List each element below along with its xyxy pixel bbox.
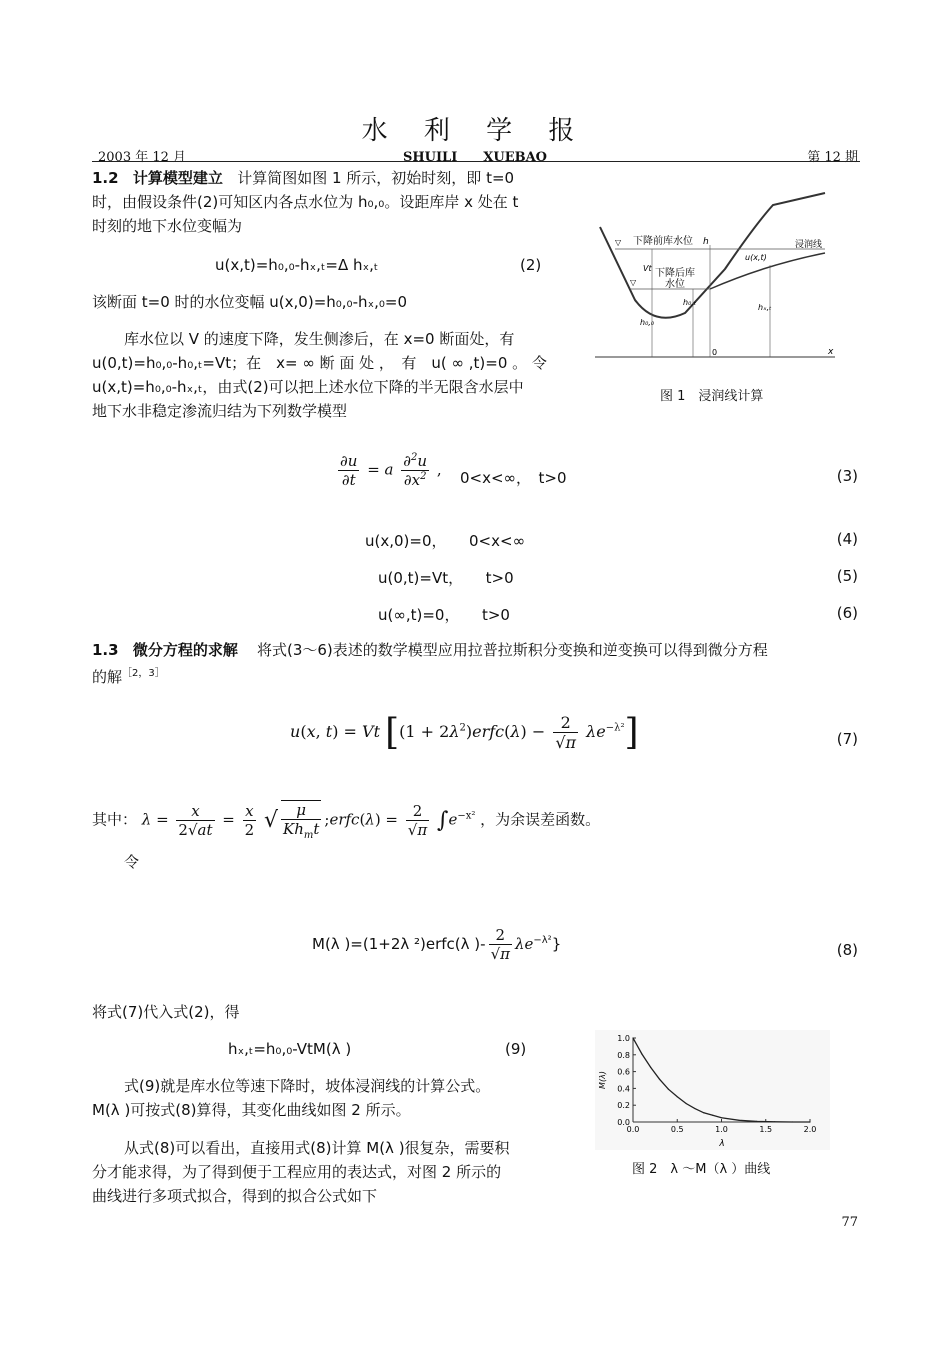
label-h: h <box>703 237 709 247</box>
y-tick-label: 0.0 <box>617 1118 630 1127</box>
section-1-3-text <box>92 638 862 689</box>
x-tick-label: 1.0 <box>715 1125 728 1134</box>
section-1-3-heading: 微分方程的求解 <box>132 641 238 659</box>
x-tick-label: 2.0 <box>803 1125 817 1134</box>
data-point <box>703 1112 704 1113</box>
y-tick-label: 1.0 <box>617 1034 630 1043</box>
label-h0t: h₀,ₜ <box>683 298 697 307</box>
x-tick-label: 0.0 <box>626 1125 640 1134</box>
equation-8-number: (8) <box>836 941 858 959</box>
paragraph-b <box>92 1136 562 1208</box>
figure-2-caption: 图 2 λ ～M（λ ）曲线 <box>632 1162 771 1177</box>
header-rule <box>92 161 860 162</box>
data-point <box>774 1121 775 1122</box>
paragraph-a <box>92 1074 562 1122</box>
symbol-after: ▽ <box>630 278 637 287</box>
journal-title: 水 利 学 报 <box>361 116 589 146</box>
equation-3-condition: 0<x<∞， t>0 <box>460 469 567 487</box>
equation-7: u(x, t) = Vt [$(1 + 2\lambda^2)erfc(\lambda)$ − $\frac{2}{√\pi}$ $\lambda e^{-\lambda^2}$] <box>290 712 639 753</box>
label-level-after2: 水位 <box>665 279 685 290</box>
data-point <box>721 1117 722 1118</box>
data-point <box>694 1108 695 1109</box>
equation-5-number: (5) <box>836 567 858 585</box>
equation-6: u(∞,t)=0， t>0 <box>378 606 510 624</box>
equation-9: hₓ,ₜ=h₀,₀-VtM(λ ) <box>228 1040 352 1058</box>
section-1-3-line1: 将式(3～6)表述的数学模型应用拉普拉斯积分变换和逆变换可以得到微分方程 <box>256 641 768 659</box>
label-level-after: 下降后库 <box>655 268 695 279</box>
x-tick-label: 0.5 <box>670 1125 684 1134</box>
header-date: 2003 年 12 月 <box>98 150 187 165</box>
substitution-line: 将式(7)代入式(2)，得 <box>92 1003 240 1021</box>
chart-ylabel: M(λ) <box>598 1071 607 1089</box>
equation-6-number: (6) <box>836 604 858 622</box>
section-1-2-line3: 时刻的地下水位变幅为 <box>92 217 243 235</box>
section-1-2-line4: 该断面 t=0 时的水位变幅 u(x,0)=h₀,₀-hₓ,₀=0 <box>92 293 408 311</box>
section-1-2-num: 1.2 <box>92 169 119 187</box>
y-tick-label: 0.4 <box>617 1084 630 1094</box>
where-tail: ，为余误差函数。 <box>480 810 601 829</box>
data-point <box>641 1053 642 1054</box>
slope-profile <box>600 193 825 318</box>
y-tick-label: 0.2 <box>617 1101 630 1111</box>
equation-3-number: (3) <box>836 467 858 485</box>
x-tick-label: 1.5 <box>759 1125 773 1134</box>
data-point <box>809 1121 810 1122</box>
data-point <box>739 1120 740 1121</box>
header-journal-roman: SHUILI XUEBAO <box>402 150 548 165</box>
equation-3: $\frac{\partial u}{\partial t}$ = a $\frac{\partial^2u}{\partial x^2}$ , <box>340 452 442 489</box>
let-label: 令 <box>124 853 140 871</box>
section-1-3-num: 1.3 <box>92 641 119 659</box>
equation-8: M(λ )=(1+2λ ²)erfc(λ )- $\frac{2}{√\pi}$ $\lambda e^{-\lambda^2}$} <box>312 926 562 963</box>
paragraph-b-line2: 分才能求得，为了得到便于工程应用的表达式，对图 2 所示的 <box>92 1163 502 1181</box>
equation-4-number: (4) <box>836 530 858 548</box>
page-number: 77 <box>841 1215 858 1230</box>
chart-xlabel: λ <box>719 1139 725 1149</box>
section-1-2-heading: 计算模型建立 <box>132 169 223 187</box>
paragraph-a-line2: M(λ )可按式(8)算得，其变化曲线如图 2 所示。 <box>92 1101 411 1119</box>
equation-9-number: (9) <box>505 1040 527 1058</box>
section-1-2-line2: 时，由假设条件(2)可知区内各点水位为 h₀,₀。设距库岸 x 处在 t <box>92 193 519 211</box>
header-issue: 第 12 期 <box>807 150 858 165</box>
paragraph-b-line1: 从式(8)可以看出，直接用式(8)计算 M(λ )很复杂，需要积 <box>124 1139 510 1157</box>
label-hxt: hₓ,ₜ <box>758 303 772 312</box>
where-label: 其中： <box>92 810 138 829</box>
para2-line3: u(x,t)=h₀,₀-hₓ,ₜ，由式(2)可以把上述水位下降的半无限含水层中 <box>92 378 524 396</box>
reference-marker: ［2，3］ <box>122 668 165 679</box>
label-h00: h₀,₀ <box>640 318 655 327</box>
section-1-3-line2: 的解 <box>92 668 123 686</box>
equation-2-number: (2) <box>520 256 542 274</box>
figure-1-diagram <box>595 185 845 370</box>
data-point <box>792 1121 793 1122</box>
figure-1-caption: 图 1 浸润线计算 <box>660 389 764 404</box>
y-tick-label: 0.8 <box>617 1050 630 1060</box>
data-point <box>756 1121 757 1122</box>
label-x: x <box>828 347 834 357</box>
symbol-before: ▽ <box>615 238 622 247</box>
data-point <box>686 1103 687 1104</box>
data-point <box>712 1115 713 1116</box>
seepage-line <box>710 253 825 289</box>
label-vt: Vt <box>643 264 652 273</box>
data-point <box>659 1079 660 1080</box>
data-point <box>632 1037 633 1038</box>
label-origin: 0 <box>712 348 718 357</box>
label-level-before: 下降前库水位 <box>633 236 693 247</box>
para2-line4: 地下水非稳定渗流归结为下列数学模型 <box>92 402 348 420</box>
section-1-2-para2 <box>92 327 572 423</box>
y-tick-label: 0.6 <box>617 1067 630 1077</box>
data-point <box>650 1067 651 1068</box>
data-point <box>677 1096 678 1097</box>
paragraph-b-line3: 曲线进行多项式拟合，得到的拟合公式如下 <box>92 1187 378 1205</box>
label-uxt: u(x,t) <box>745 253 767 262</box>
label-seepage: 浸润线 <box>795 240 823 250</box>
equation-2: u(x,t)=h₀,₀-hₓ,ₜ=Δ hₓ,ₜ <box>215 256 379 274</box>
data-point <box>668 1089 669 1090</box>
equation-4: u(x,0)=0， 0<x<∞ <box>365 532 526 550</box>
where-clause: 其中： λ = $\frac{x}{2√at}$ = $\frac{x}{2}$ √ $\frac{\mu}{Kh_mt}$ ;erfc(λ) = $\frac{2}{√\pi}$ $\int e^{-x^2}$ ，为余误差函数。 <box>92 801 601 841</box>
figure-2-chart <box>595 1030 830 1150</box>
equation-8-suffix: } <box>551 935 562 953</box>
equation-7-number: (7) <box>836 730 858 748</box>
para2-line2: u(0,t)=h₀,₀-h₀,ₜ=Vt；在 x= ∞ 断 面 处 ， 有 u( ∞ ,t)=0 。 令 <box>92 354 547 372</box>
equation-8-prefix: M(λ )=(1+2λ ²)erfc(λ )- <box>312 935 486 953</box>
section-1-2-line1: 计算简图如图 1 所示，初始时刻，即 t=0 <box>237 169 515 187</box>
para2-line1: 库水位以 V 的速度下降，发生侧渗后，在 x=0 断面处，有 <box>124 330 515 348</box>
section-1-2-text <box>92 166 572 238</box>
paragraph-a-line1: 式(9)就是库水位等速下降时，坡体浸润线的计算公式。 <box>124 1077 491 1095</box>
equation-5: u(0,t)=Vt， t>0 <box>378 569 514 587</box>
